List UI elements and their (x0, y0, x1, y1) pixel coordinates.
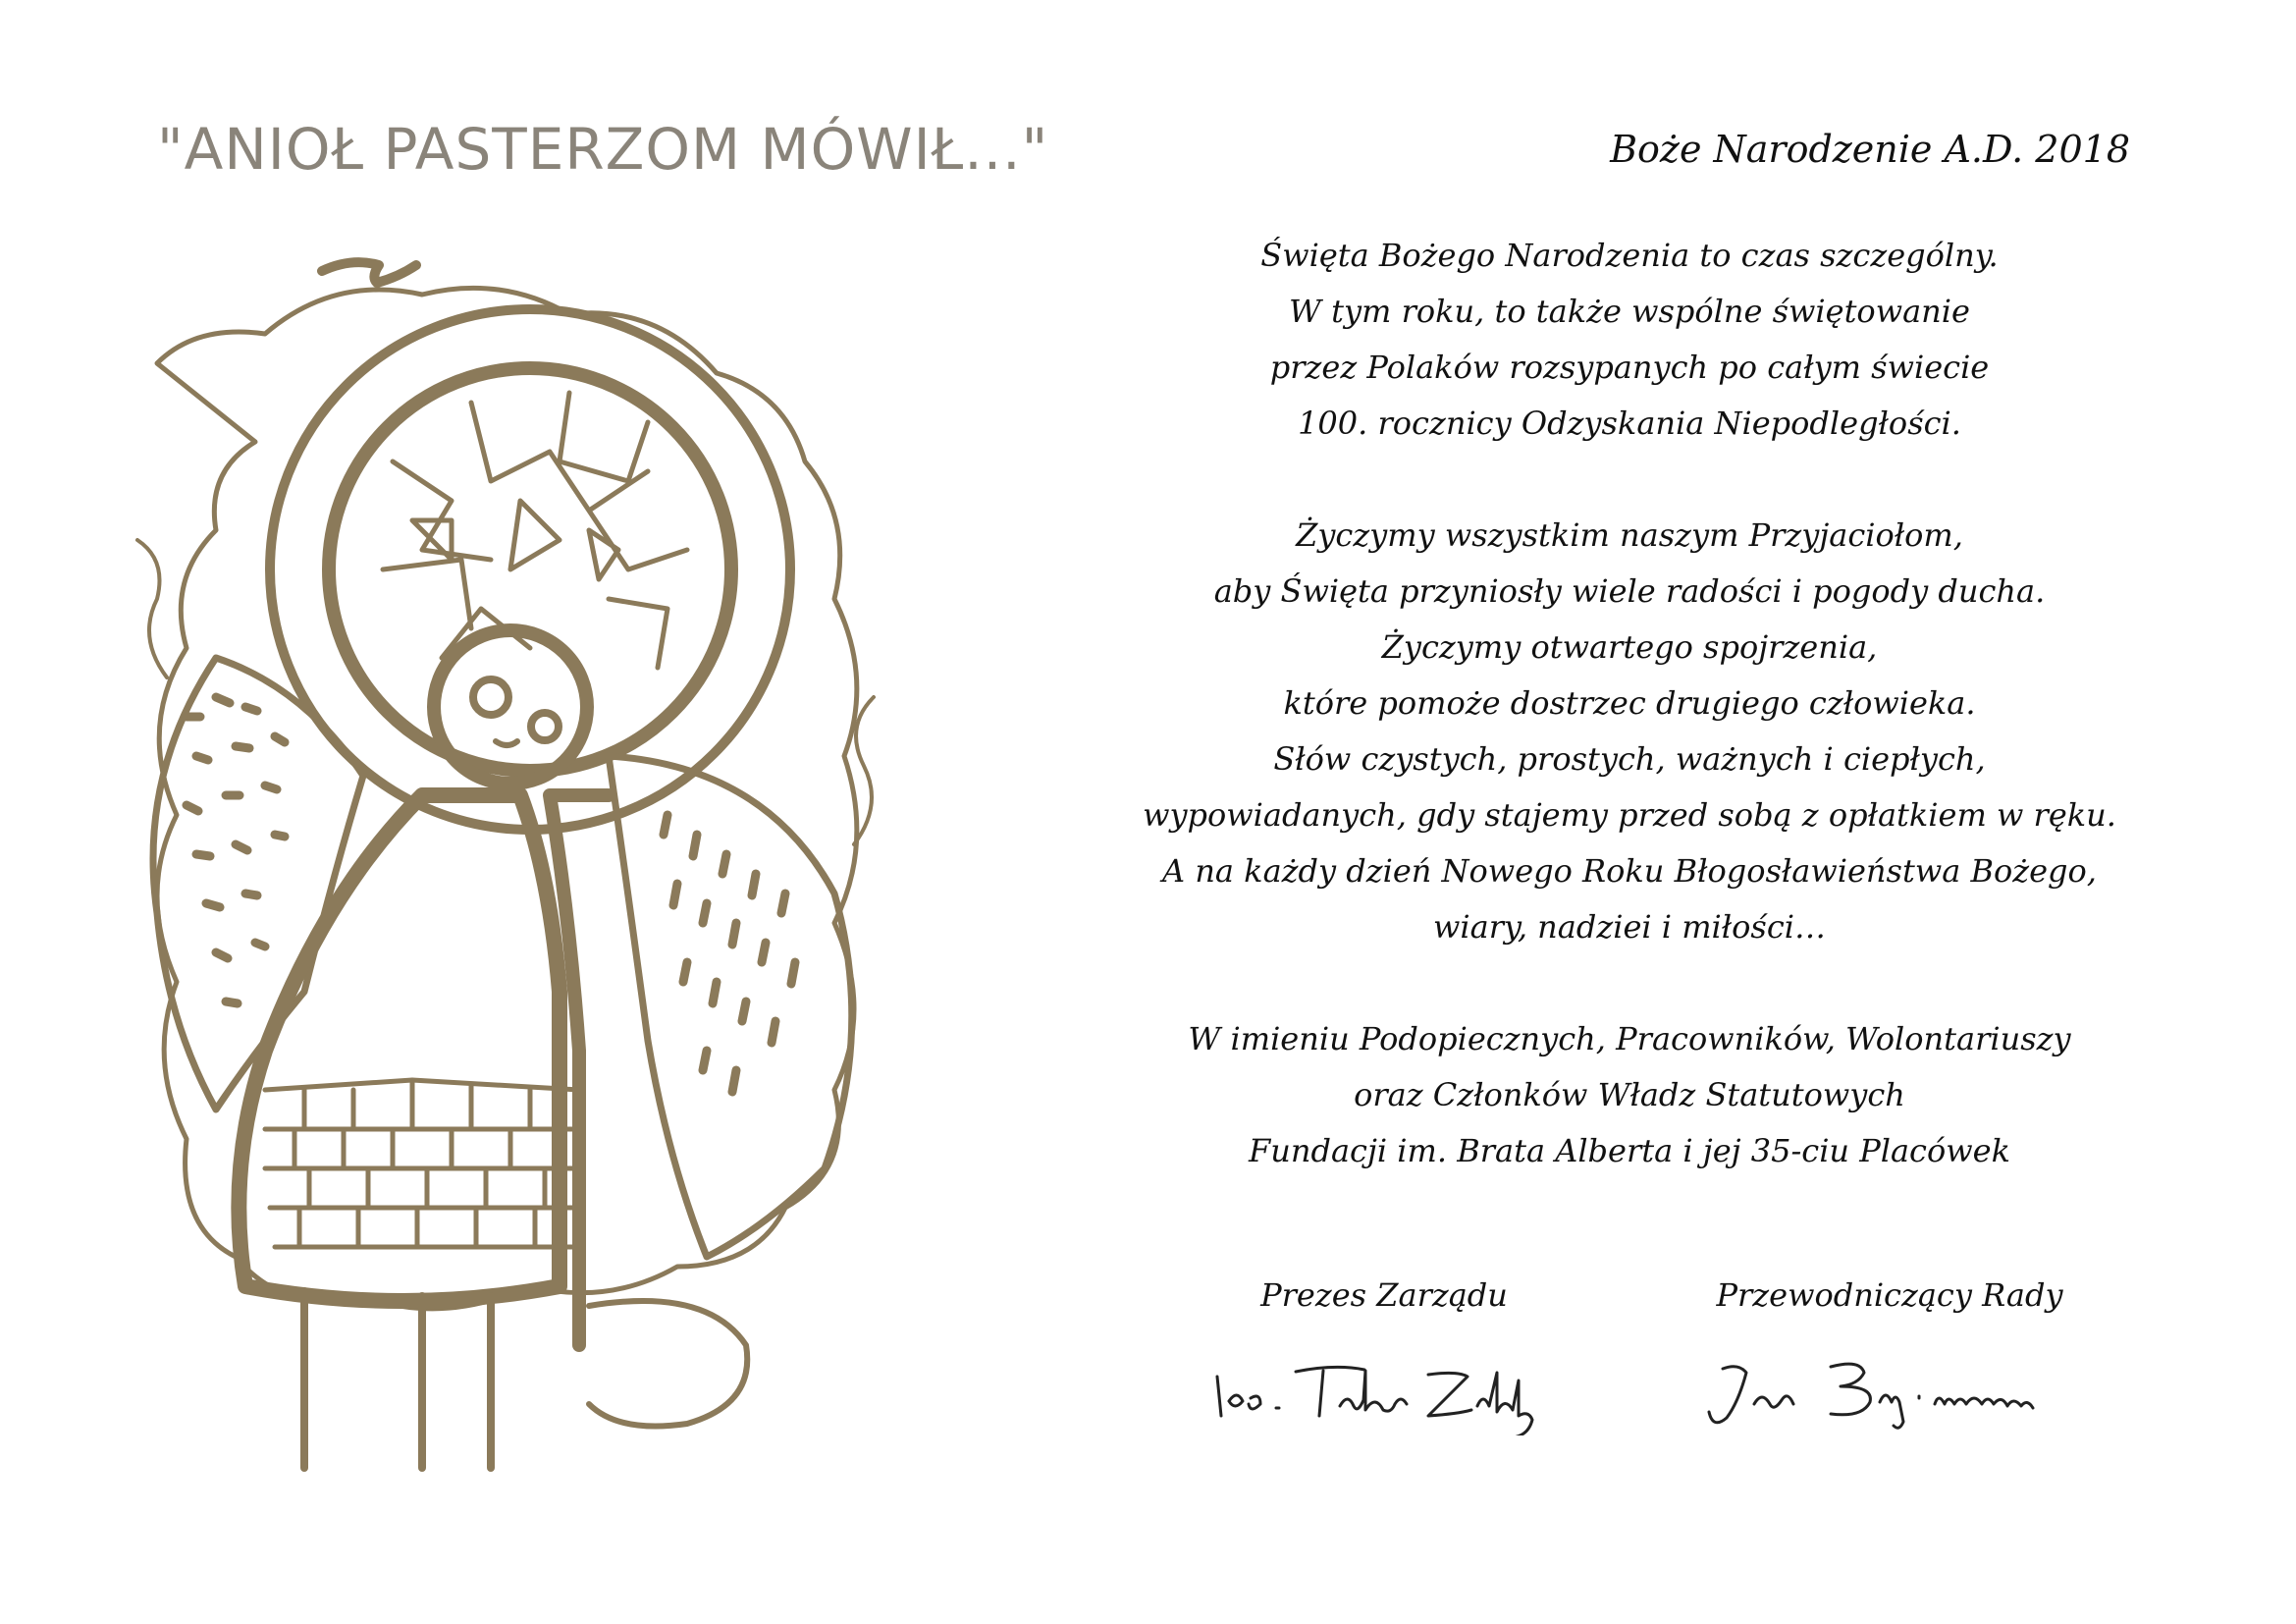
paragraph-line: W tym roku, to także wspólne świętowanie (1289, 293, 1970, 330)
signature-block (1158, 1276, 2140, 1473)
signature-chairman (1639, 1276, 2140, 1435)
paragraph-line: Fundacji im. Brata Alberta i jej 35-ciu Placówek (1249, 1132, 2010, 1169)
paragraph-2 (1129, 508, 2130, 955)
signature-president (1158, 1276, 1610, 1435)
paragraph-line: Święta Bożego Narodzenia to czas szczególny. (1260, 237, 1999, 274)
paragraph-line: które pomoże dostrzec drugiego człowieka. (1283, 684, 1976, 722)
paragraph-line: W imieniu Podopiecznych, Pracowników, Wolontariuszy (1188, 1020, 2071, 1057)
paragraph-line: 100. rocznicy Odzyskania Niepodległości. (1298, 405, 1961, 442)
paragraph-line: Życzymy wszystkim naszym Przyjaciołom, (1296, 516, 1963, 554)
paragraph-line: wypowiadanych, gdy stajemy przed sobą z opłatkiem w ręku. (1143, 796, 2116, 834)
paragraph-line: wiary, nadziei i miłości… (1433, 908, 1826, 946)
greeting-text (1129, 128, 2130, 1235)
handwritten-signature-icon (1207, 1347, 1561, 1435)
paragraph-line: przez Polaków rozsypanych po całym świecie (1269, 349, 1990, 386)
signature-role: Prezes Zarządu (1260, 1276, 1508, 1314)
paragraph-line: Życzymy otwartego spojrzenia, (1381, 628, 1878, 666)
paragraph-1 (1129, 228, 2130, 452)
letter-date: Boże Narodzenie A.D. 2018 (1610, 128, 2130, 171)
paragraph-3 (1129, 1011, 2130, 1179)
handwritten-signature-icon (1693, 1347, 2086, 1435)
artwork-title: "ANIOŁ PASTERZOM MÓWIŁ..." (157, 116, 1049, 183)
paragraph-line: A na każdy dzień Nowego Roku Błogosławieństwa Bożego, (1162, 852, 2097, 890)
signature-role: Przewodniczący Rady (1716, 1276, 2063, 1314)
paragraph-line: oraz Członków Władz Statutowych (1354, 1076, 1905, 1113)
angel-illustration-icon (98, 245, 962, 1492)
paragraph-line: aby Święta przyniosły wiele radości i pogody ducha. (1213, 572, 2046, 610)
paragraph-line: Słów czystych, prostych, ważnych i ciepłych, (1273, 740, 1986, 778)
